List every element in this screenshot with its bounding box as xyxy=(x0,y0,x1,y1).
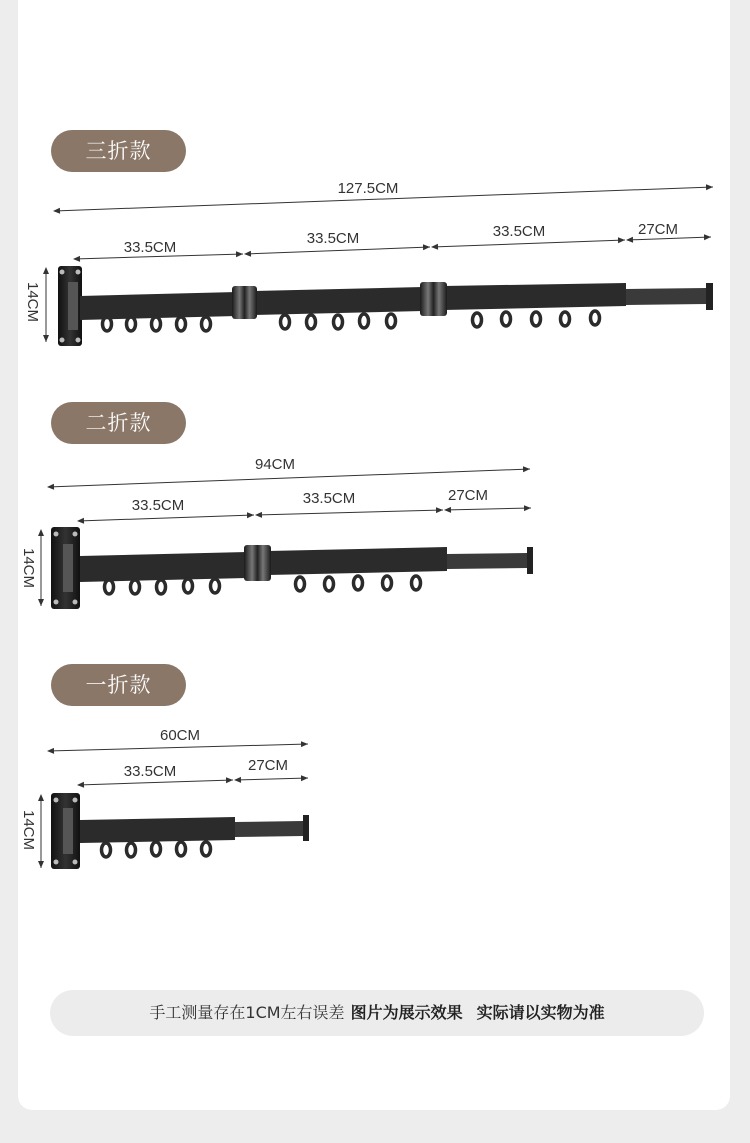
hanger-rings xyxy=(102,842,211,857)
extension-bar xyxy=(235,821,303,837)
triple-seg1-dim: 33.5CM xyxy=(123,239,177,256)
arm-segment xyxy=(254,287,423,315)
double-fold-label: 二折款 xyxy=(51,402,186,444)
single-total-dim: 60CM xyxy=(159,727,201,744)
triple-seg3-dim: 33.5CM xyxy=(492,223,546,240)
double-rack xyxy=(20,456,533,609)
single-rack xyxy=(20,727,309,869)
arm-segment xyxy=(80,817,235,843)
arm-segment xyxy=(80,552,247,582)
triple-fold-label: 三折款 xyxy=(51,130,186,172)
triple-total-dim: 127.5CM xyxy=(337,180,399,197)
display-note: 图片为展示效果 xyxy=(350,1003,463,1022)
double-ext-dim: 27CM xyxy=(447,487,489,504)
single-ext-dim: 27CM xyxy=(247,757,289,774)
single-seg1-dim: 33.5CM xyxy=(123,763,177,780)
actual-note: 实际请以实物为准 xyxy=(476,1003,605,1022)
arm-segment xyxy=(444,283,626,310)
disclaimer-note xyxy=(50,990,704,1036)
triple-height-dim: 14CM xyxy=(24,281,41,323)
arm-segment xyxy=(80,292,237,320)
triple-ext-dim: 27CM xyxy=(637,221,679,238)
double-total-dim: 94CM xyxy=(254,456,296,473)
single-fold-label: 一折款 xyxy=(51,664,186,706)
extension-bar xyxy=(626,288,706,305)
triple-seg2-dim: 33.5CM xyxy=(306,230,360,247)
hinge-joint xyxy=(232,286,257,319)
double-seg1-dim: 33.5CM xyxy=(131,497,185,514)
extension-bar xyxy=(447,553,527,569)
triple-rack xyxy=(24,180,713,346)
double-seg2-dim: 33.5CM xyxy=(302,490,356,507)
hinge-joint xyxy=(244,545,271,581)
hinge-joint xyxy=(420,282,447,316)
arm-segment xyxy=(268,547,447,575)
single-height-dim: 14CM xyxy=(20,809,37,851)
double-height-dim: 14CM xyxy=(20,547,37,589)
measurement-note: 手工测量存在1CM左右误差 xyxy=(149,1003,345,1022)
